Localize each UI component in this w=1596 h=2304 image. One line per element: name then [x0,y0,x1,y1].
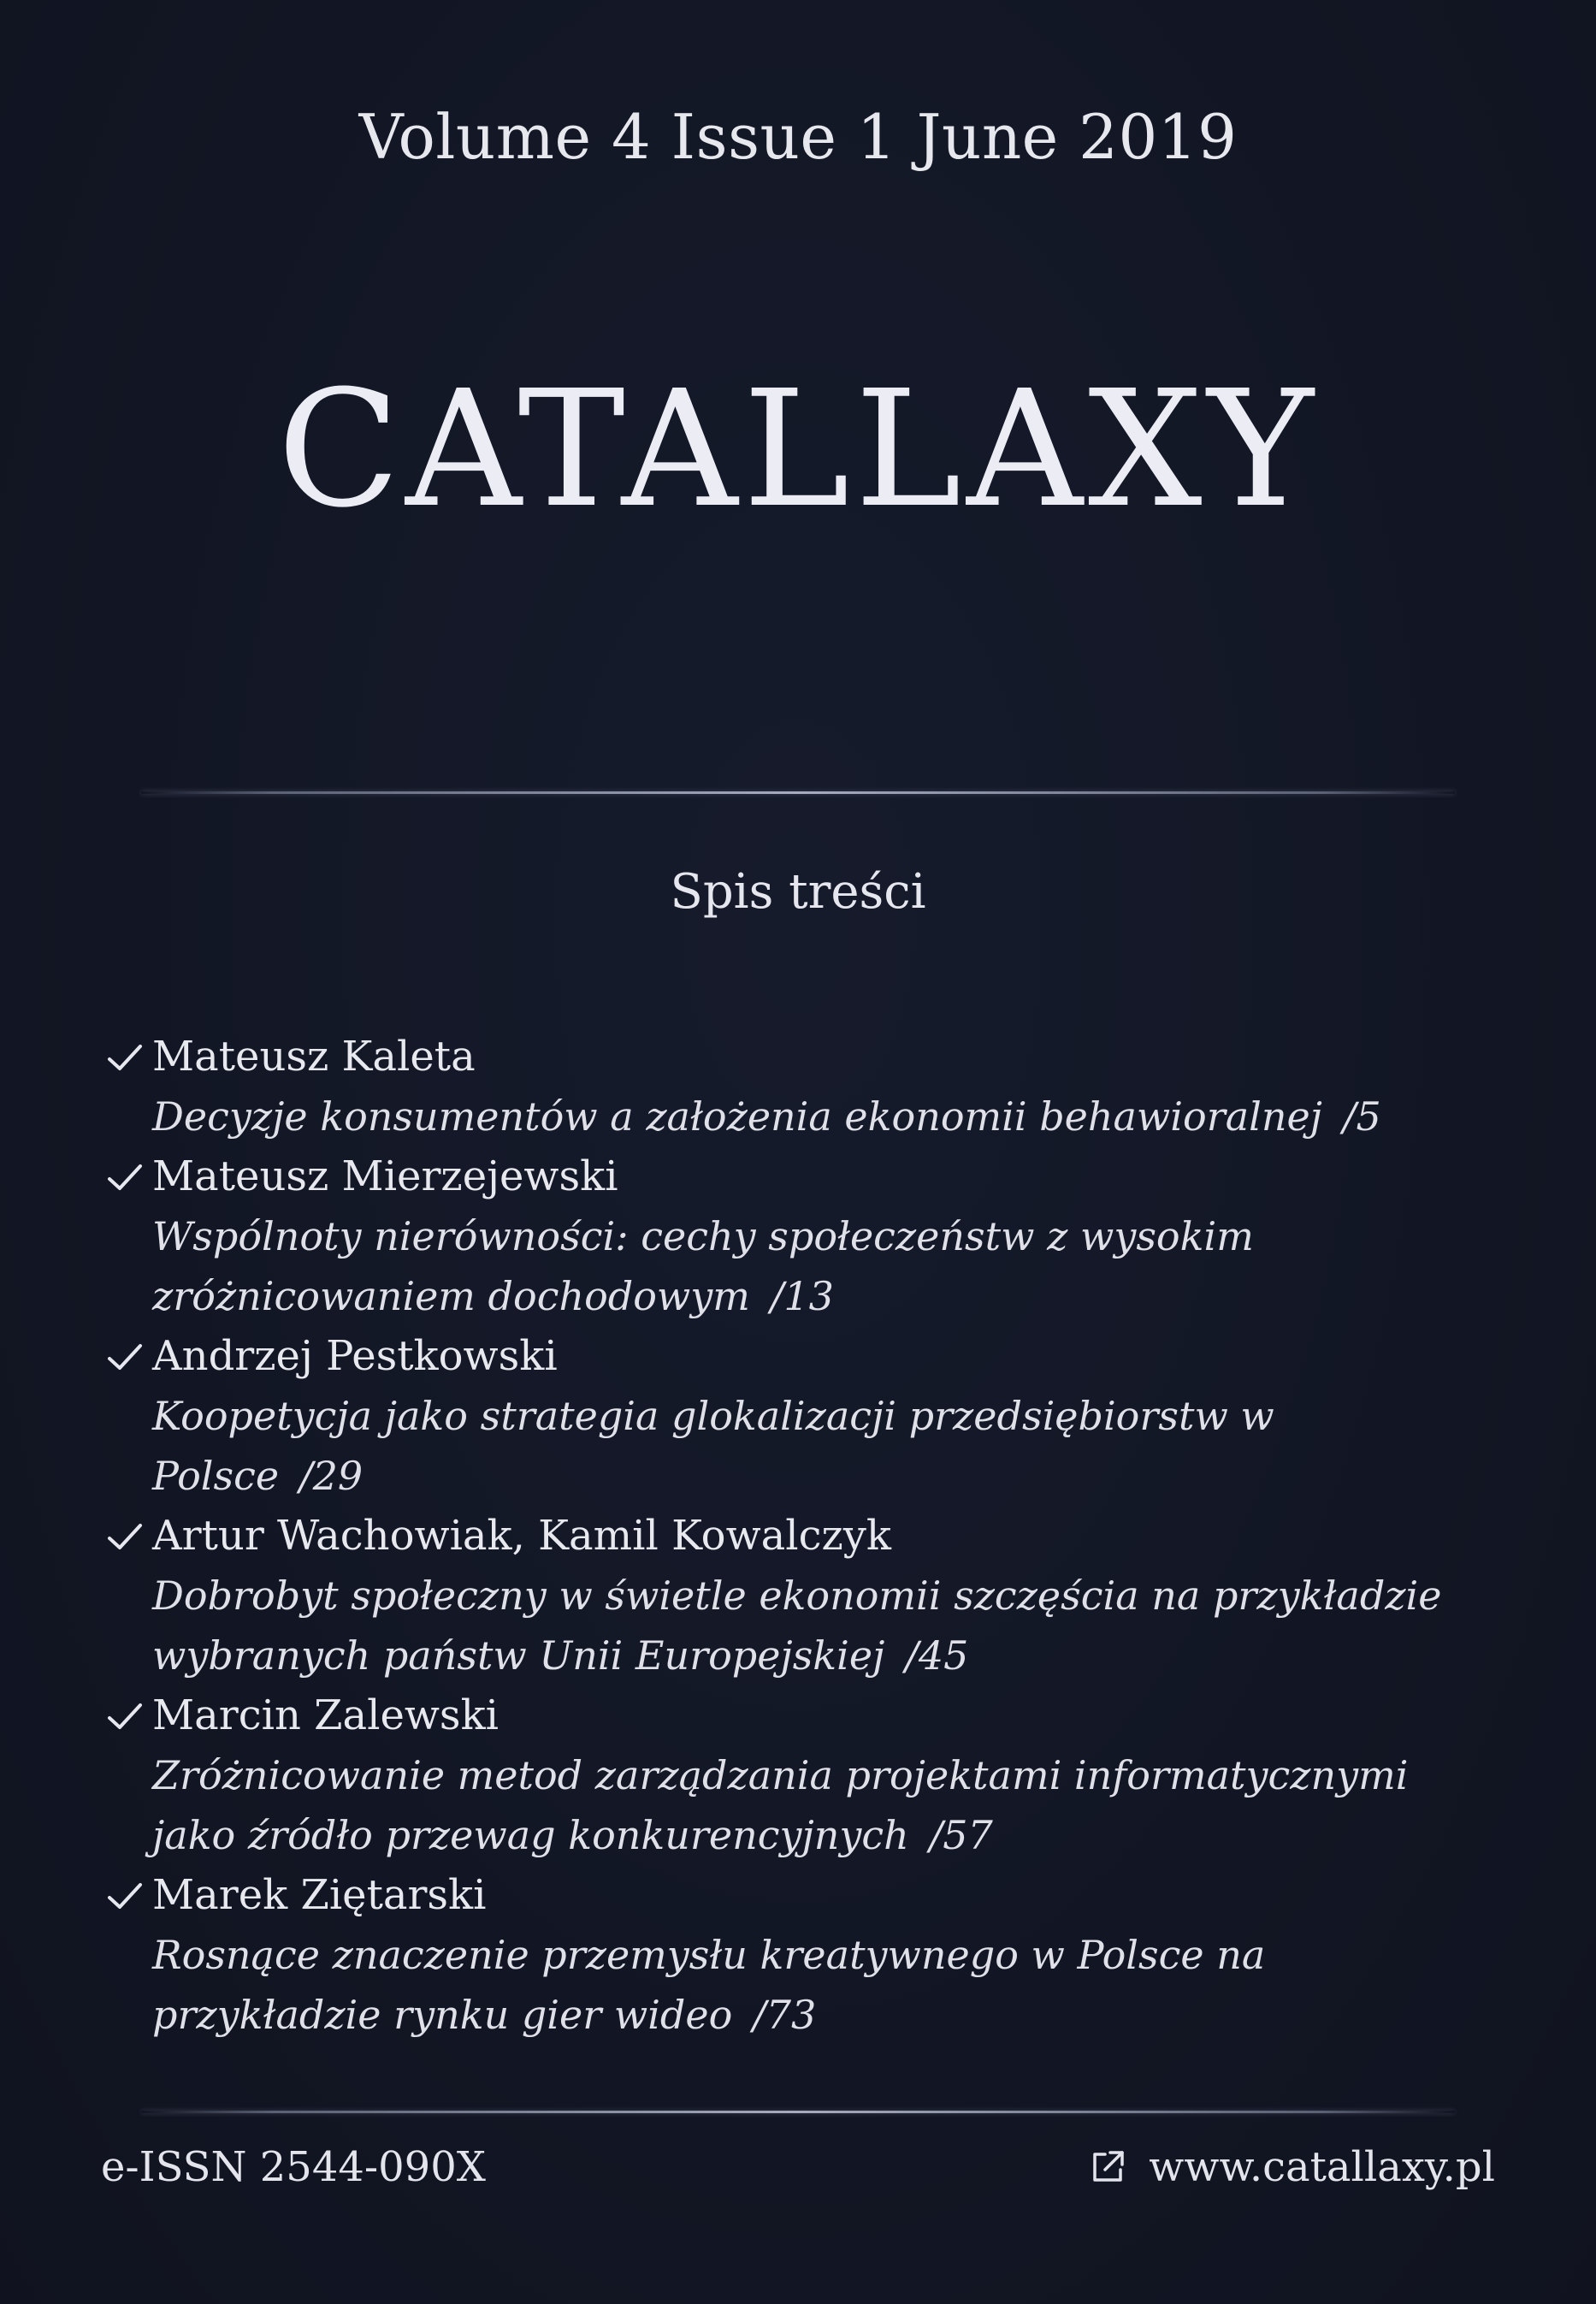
toc-author: Mateusz Mierzejewski [152,1152,618,1200]
toc-entry [103,1506,1505,1685]
toc-entry [103,1865,1505,2045]
toc-page-number: /57 [929,1812,993,1858]
toc-article-title: Decyzje konsumentów a założenia ekonomii behawioralnej [152,1093,1322,1140]
website-link[interactable] [1089,2143,1495,2191]
toc-article-link[interactable] [152,1386,1487,1506]
top-divider [141,791,1455,794]
toc-article-title: Zróżnicowanie metod zarządzania projektami informatycznymi jako źródło przewag konkurencyjnych [152,1752,1409,1858]
toc-page-number: /5 [1342,1093,1381,1140]
external-link-icon [1089,2148,1126,2186]
toc-article-title: Dobrobyt społeczny w świetle ekonomii szczęścia na przykładzie wybranych państw Unii Europejskiej [152,1573,1442,1679]
toc-article-link[interactable] [152,1925,1487,2045]
toc-author: Marcin Zalewski [152,1691,499,1739]
check-icon [106,1338,144,1376]
check-icon [106,1697,144,1735]
toc-entry [103,1027,1505,1146]
toc-entry [103,1685,1505,1865]
toc-page-number: /13 [770,1273,834,1319]
toc-article-link[interactable] [152,1566,1487,1685]
toc-entry [103,1146,1505,1326]
check-icon [106,1039,144,1076]
toc-article-link[interactable] [152,1745,1487,1865]
check-icon [106,1518,144,1555]
toc-article-link[interactable] [152,1087,1487,1146]
toc-article-link[interactable] [152,1206,1487,1326]
journal-title: CATALLAXY [277,356,1319,543]
toc-author: Andrzej Pestkowski [152,1332,558,1380]
toc-author: Marek Ziętarski [152,1871,487,1919]
volume-issue-line: Volume 4 Issue 1 June 2019 [358,101,1238,173]
check-icon [106,1877,144,1915]
toc-article-title: Koopetycja jako strategia glokalizacji przedsiębiorstw w Polsce [152,1393,1274,1499]
toc-entry [103,1326,1505,1506]
toc-author: Mateusz Kaleta [152,1033,476,1081]
toc-heading: Spis treści [670,864,926,920]
bottom-divider [141,2111,1455,2113]
toc-page-number: /73 [753,1992,817,2038]
toc-article-title: Rosnące znaczenie przemysłu kreatywnego w Polsce na przykładzie rynku gier wideo [152,1932,1266,2038]
table-of-contents [103,1027,1505,2045]
website-url: www.catallaxy.pl [1149,2143,1495,2191]
toc-page-number: /29 [299,1453,364,1499]
toc-author: Artur Wachowiak, Kamil Kowalczyk [152,1512,891,1560]
toc-page-number: /45 [905,1632,969,1679]
issn-label: e-ISSN 2544-090X [101,2143,486,2191]
check-icon [106,1158,144,1196]
toc-article-title: Wspólnoty nierówności: cechy społeczeństw z wysokim zróżnicowaniem dochodowym [152,1213,1254,1319]
